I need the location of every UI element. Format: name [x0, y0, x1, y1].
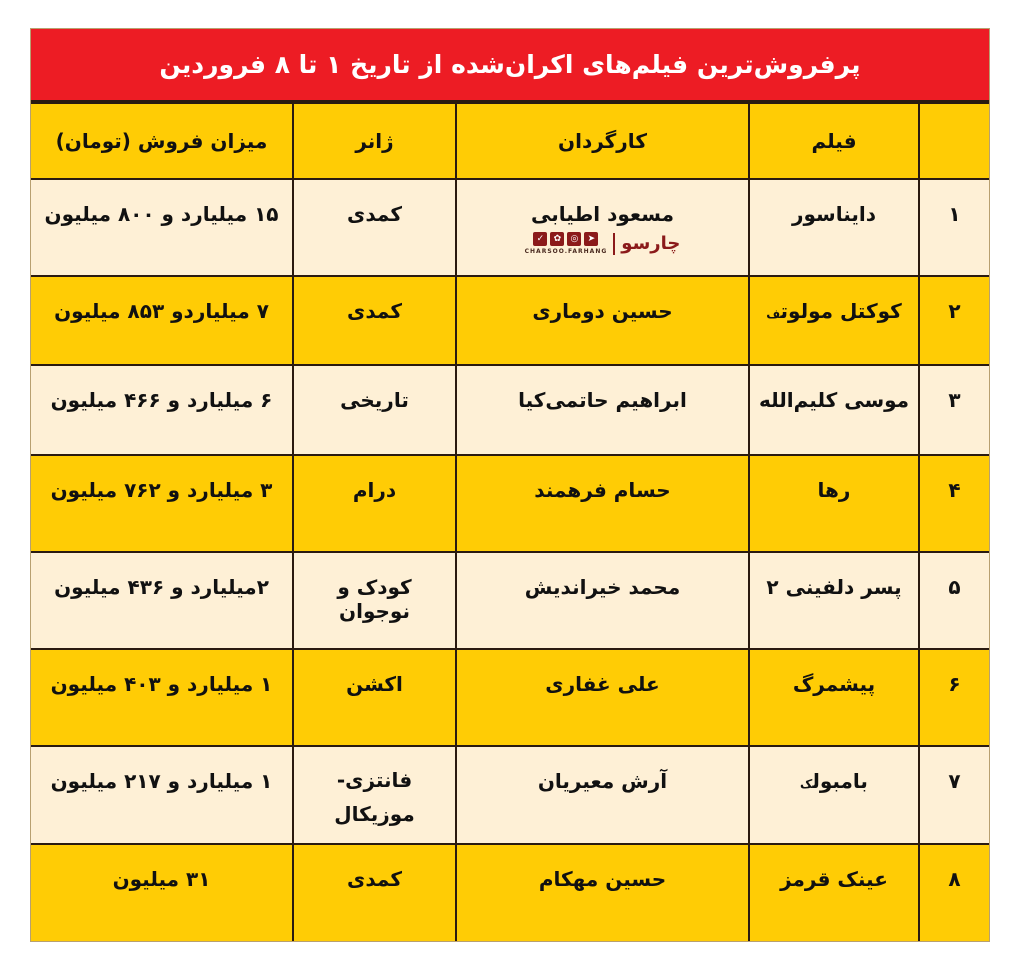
watermark-icons	[525, 232, 608, 255]
sales-cell: ۶ میلیارد و ۴۶۶ میلیون	[31, 365, 293, 455]
film-cell	[749, 455, 919, 552]
genre-cell: کمدی	[293, 276, 456, 365]
table-row	[31, 746, 989, 844]
sales-cell: ۳۱ میلیون	[31, 844, 293, 941]
sales-cell: ۳ میلیارد و ۷۶۲ میلیون	[31, 455, 293, 552]
rank-cell: ۷	[919, 746, 989, 844]
genre-cell: کمدی	[293, 844, 456, 941]
director-cell: علی غفاری	[456, 649, 749, 746]
sales-cell: ۷ میلیاردو ۸۵۳ میلیون	[31, 276, 293, 365]
genre-cell: اکشن	[293, 649, 456, 746]
telegram-icon: ➤	[584, 232, 598, 246]
sales-cell: ۱ میلیارد و ۲۱۷ میلیون	[31, 746, 293, 844]
film-cell	[749, 365, 919, 455]
header-row	[31, 103, 989, 179]
director-name: مسعود اطیابی	[531, 202, 674, 226]
charsoo-logo: چارسو	[621, 233, 681, 254]
watermark	[463, 232, 742, 255]
box-office-table	[31, 102, 989, 941]
film-mark: ک	[800, 777, 813, 791]
director-cell: حسین دوماری	[456, 276, 749, 365]
title-bar	[31, 29, 989, 102]
sales-cell: ۱۵ میلیارد و ۸۰۰ میلیون	[31, 179, 293, 276]
sales-table-sheet	[30, 28, 990, 942]
header-film: فیلم	[749, 103, 919, 179]
rank-cell: ۲	[919, 276, 989, 365]
film-cell	[749, 552, 919, 649]
film-title: رها	[817, 478, 851, 502]
film-title: موسی کلیم‌الله	[758, 388, 910, 412]
table-row	[31, 276, 989, 365]
director-cell: آرش معیریان	[456, 746, 749, 844]
table-row	[31, 844, 989, 941]
table-row	[31, 455, 989, 552]
rank-cell: ۵	[919, 552, 989, 649]
director-cell: حسین مهکام	[456, 844, 749, 941]
film-cell	[749, 746, 919, 844]
genre-cell: کمدی	[293, 179, 456, 276]
genre-cell	[293, 746, 456, 844]
film-cell	[749, 844, 919, 941]
film-title: پیشمرگ	[792, 672, 876, 696]
sales-cell: ۲میلیارد و ۴۳۶ میلیون	[31, 552, 293, 649]
watermark-divider	[613, 233, 615, 255]
genre-line-2: موزیکال	[334, 802, 415, 826]
shield-check-icon: ✓	[533, 232, 547, 246]
table-row	[31, 365, 989, 455]
watermark-handle: CHARSOO.FARHANG	[524, 248, 608, 255]
rank-cell: ۴	[919, 455, 989, 552]
genre-text	[334, 763, 414, 831]
director-cell: حسام فرهمند	[456, 455, 749, 552]
header-rank	[919, 103, 989, 179]
film-title: پسر دلفینی ۲	[766, 575, 902, 599]
rank-cell: ۸	[919, 844, 989, 941]
film-cell	[749, 276, 919, 365]
genre-cell: تاریخی	[293, 365, 456, 455]
director-cell: محمد خیراندیش	[456, 552, 749, 649]
rank-cell: ۱	[919, 179, 989, 276]
table-row	[31, 552, 989, 649]
genre-line-1: فانتزی-	[336, 768, 413, 792]
sales-cell: ۱ میلیارد و ۴۰۳ میلیون	[31, 649, 293, 746]
director-cell	[456, 179, 749, 276]
film-title: دایناسور	[791, 202, 877, 226]
film-mark: ف	[766, 307, 781, 321]
film-cell	[749, 179, 919, 276]
page-title: پرفروش‌ترین فیلم‌های اکران‌شده از تاریخ ۱ تا ۸ فروردین	[159, 50, 861, 79]
film-title: کوکتل مولوت	[780, 299, 902, 323]
film-cell	[749, 649, 919, 746]
rank-cell: ۶	[919, 649, 989, 746]
genre-cell: کودک و نوجوان	[293, 552, 456, 649]
table-row	[31, 179, 989, 276]
film-title: عینک قرمز	[780, 867, 888, 891]
table-row	[31, 649, 989, 746]
director-cell: ابراهیم حاتمی‌کیا	[456, 365, 749, 455]
instagram-icon: ◎	[567, 232, 581, 246]
header-genre: ژانر	[293, 103, 456, 179]
rank-cell: ۳	[919, 365, 989, 455]
genre-cell: درام	[293, 455, 456, 552]
film-title: بامبول	[812, 769, 868, 793]
aparat-icon: ✿	[550, 232, 564, 246]
header-sales: میزان فروش (تومان)	[31, 103, 293, 179]
header-director: کارگردان	[456, 103, 749, 179]
